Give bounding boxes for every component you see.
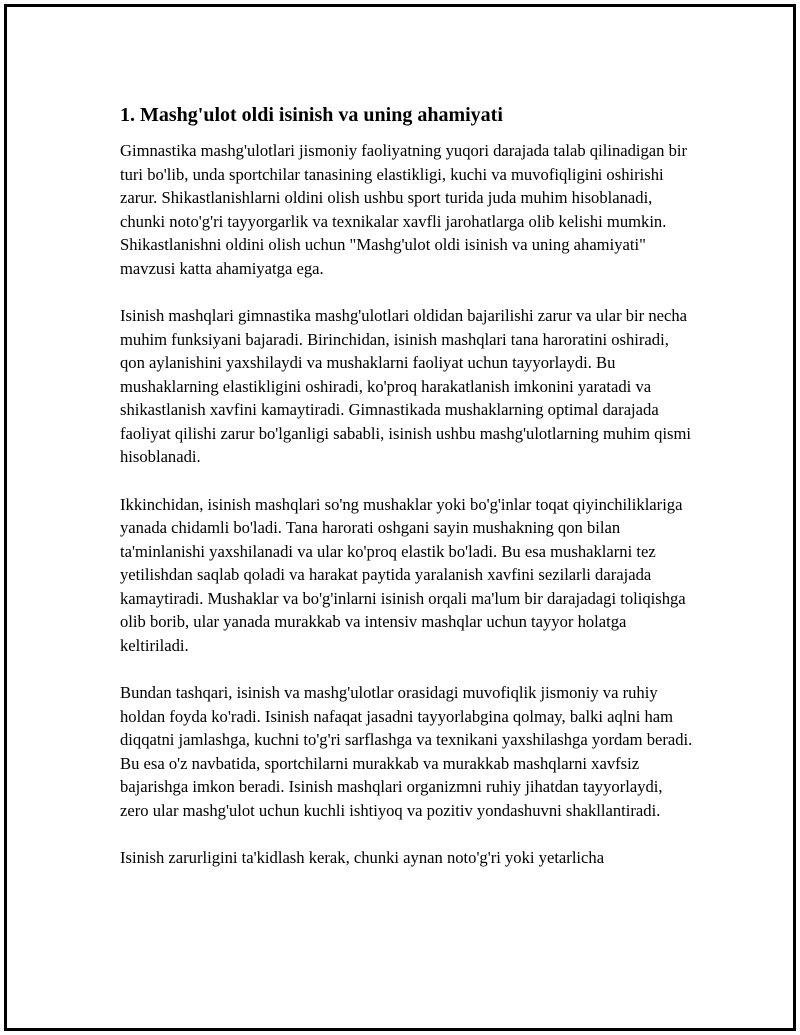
page-frame	[4, 4, 796, 1031]
section-heading: 1. Mashg'ulot oldi isinish va uning ahamiyati	[120, 104, 503, 126]
paragraph-4: Bundan tashqari, isinish va mashg'ulotlar orasidagi muvofiqlik jismoniy va ruhiy holdan foyda ko'radi. Isinish nafaqat jasadni tayyorlabgina qolmay, balki aqlni ham diqqatni jamlashga, kuchni to'g'ri sarflashga va texnikani yaxshilashga yordam beradi. Bu esa o'z navbatida, sportchilarni murakkab va murakkab mashqlarni xavfsiz bajarishga imkon beradi. Isinish mashqlari organizmni ruhiy jihatdan tayyorlaydi, zero ular mashg'ulot uchun kuchli ishtiyoq va pozitiv yondashuvni shakllantiradi.	[120, 683, 693, 820]
paragraph-1: Gimnastika mashg'ulotlari jismoniy faoliyatning yuqori darajada talab qilinadigan bir turi bo'lib, unda sportchilar tanasining elastikligi, kuchi va muvofiqligini oshirishi zarur. Shikastlanishlarni oldini olish ushbu sport turida juda muhim hisoblanadi, chunki noto'g'ri tayyorgarlik va texnikalar xavfli jarohatlarga olib kelishi mumkin. Shikastlanishni oldini olish uchun "Mashg'ulot oldi isinish va uning ahamiyati" mavzusi katta ahamiyatga ega.	[120, 141, 688, 278]
paragraph-2: Isinish mashqlari gimnastika mashg'ulotlari oldidan bajarilishi zarur va ular bir necha muhim funksiyani bajaradi. Birinchidan, isinish mashqlari tana haroratini oshiradi, qon aylanishini yaxshilaydi va mushaklarni faoliyat uchun tayyorlaydi. Bu mushaklarning elastikligini oshiradi, ko'proq harakatlanish imkonini yaratadi va shikastlanish xavfini kamaytiradi. Gimnastikada mushaklarning optimal darajada faoliyat qilishi zarur bo'lganligi sababli, isinish ushbu mashg'ulotlarning muhim qismi hisoblanadi.	[120, 306, 692, 466]
paragraph-5: Isinish zarurligini ta'kidlash kerak, chunki aynan noto'g'ri yoki yetarlicha	[120, 848, 605, 867]
document-body	[120, 102, 695, 894]
paragraph-3: Ikkinchidan, isinish mashqlari so'ng mushaklar yoki bo'g'inlar toqat qiyinchiliklariga yanada chidamli bo'ladi. Tana harorati oshgani sayin mushakning qon bilan ta'minlanishi yaxshilanadi va ular ko'proq elastik bo'ladi. Bu esa mushaklarni tez yetilishdan saqlab qoladi va harakat paytida yaralanish xavfini sezilarli darajada kamaytiradi. Mushaklar va bo'g'inlarni isinish orqali ma'lum bir darajadagi toliqishga olib borib, ular yanada murakkab va intensiv mashqlar uchun tayyor holatga keltiriladi.	[120, 494, 686, 655]
